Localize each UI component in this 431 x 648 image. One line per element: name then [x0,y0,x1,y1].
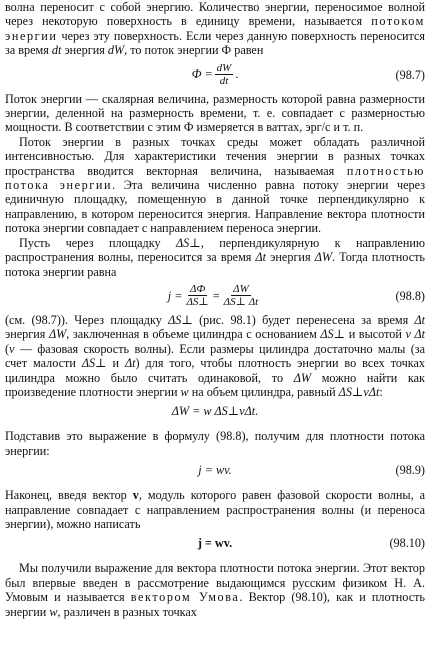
text-run: , перпендикулярную к направлению распространения волны, переносится за время [5,235,425,265]
equation-number: (98.7) [395,67,425,82]
text-run: , модуль которого равен фазовой скорости волны, а направление совпадает с направлением распространения волны (и переноса энергии), можно написать [5,488,426,531]
text-run: Наконец, введя вектор [5,488,133,503]
symbol-area: ΔS⊥ [320,327,346,342]
symbol-energy: ΔW [293,370,312,385]
term-umov-vector: вектором Умова [130,590,240,605]
text-run: и [106,356,125,371]
equation-98-8 [5,282,425,310]
equation-number: (98.8) [395,288,425,303]
equation-lhs: j = [167,288,183,303]
equation-tail: . [235,67,239,82]
symbol-time: Δt [124,356,136,371]
symbol-energy-density: w [180,384,189,399]
symbol-dt: dt [51,43,62,58]
equation-number: (98.10) [389,536,425,551]
text-run: — фазовая скорость волны). Если размеры цилиндра достаточно малы (за счет малости [5,341,425,371]
text-run: энергия [61,43,108,58]
fraction-numerator: ΔФ [189,283,206,296]
equation-text: j = wv. [198,462,232,477]
paragraph-vector-v [5,488,425,531]
symbol-area: ΔS⊥ [176,235,201,250]
text-run: Пусть через площадку [19,235,176,250]
text-run: , заключенная в объеме цилиндра с основанием [66,327,321,342]
text-run: Поток энергии в разных точках среды может обладать различной интенсивностью. Для характеристики течения энергии в разных точках пространства вводится векторная величина, называемая [5,134,425,178]
text-run: волна переносит с собой энергию. Количество энергии, переносимое волной через некоторую поверхность в единицу времени, называется [5,0,425,29]
equation-number: (98.9) [395,462,425,477]
term-energy-flux: потоком энергии [5,14,425,43]
fraction [215,62,234,87]
symbol-time: Δt [255,250,267,265]
text-run: на объем цилиндра, равный [188,384,339,399]
symbol-velocity: v [9,341,15,356]
symbol-vector-v: v [132,488,139,503]
text-run: . Эта величина численно равна потоку энергии через единичную площадку, помещенную в данной точке перпендикулярно к направлению, в котором переносится энергия. Направление вектора плотности потока энергии совпадает с направлением переноса энергии. [5,178,426,236]
text-run: , различен в разных точках [57,604,197,619]
paragraph-flux-density [5,135,425,236]
text-run: энергия [5,327,49,342]
text-run: . Тогда плотность потока энергии равна [5,250,425,279]
fraction [184,283,210,308]
symbol-energy: ΔW [314,250,332,265]
text-run: (см. (98.7)). Через площадку [5,312,169,327]
fraction-denominator: dt [219,75,229,88]
fraction [222,283,261,308]
term-flux-density: плотностью потока энергии [5,163,425,193]
equation-text: j = wv. [197,536,233,551]
fraction-denominator: ΔS⊥ [186,296,209,309]
text-run: , то поток энергии Ф равен [124,43,264,58]
symbol-time: Δt [414,312,425,327]
text-run: можно найти как произведение плотности энергии [5,370,425,399]
equation-text: ΔW = w ΔS⊥vΔt. [171,404,259,419]
equation-98-10 [5,534,425,552]
text-run: энергия [266,250,315,265]
text-run: : [379,384,383,399]
symbol-volume: ΔS⊥vΔt [338,384,380,399]
equation-energy-volume [5,402,425,420]
text-run: ( [5,341,10,356]
paragraph-area-through [5,236,425,279]
fraction-denominator: ΔS⊥ Δt [223,296,259,309]
fraction-numerator: ΔW [233,283,249,296]
text-run: Мы получили выражение для вектора плотности потока энергии. Этот вектор был впервые введен в рассмотрение выдающимся русским физиком Н. А. Умовым и называется [5,561,425,605]
symbol-dW: dW [107,43,125,58]
symbol-area: ΔS⊥ [168,312,193,327]
paragraph-umov-vector [5,561,425,619]
fraction-numerator: dW [216,62,232,75]
symbol-energy-density: w [49,604,58,619]
paragraph-cylinder [5,313,425,399]
paragraph-energy-flux-intro [5,0,425,58]
text-run: ) для того, чтобы плотность энергии во всех точках цилиндра можно было считать одинаковой, то [5,356,426,385]
text-run: и высотой [345,327,406,342]
paragraph-scalar-quantity: Поток энергии — скалярная величина, размерность которой равна размерности энергии, деленной на размерность времени, т. е. совпадает с размерностью мощности. В соответствии с этим Ф измеряется в ваттах, эрг/с и т. п. [5,91,425,135]
paragraph-substitute: Подставив это выражение в формулу (98.8), получим для плотности потока энергии: [5,429,425,458]
equation-lhs: Ф = [191,67,213,82]
equation-98-9 [5,461,425,479]
equation-98-7 [5,61,425,89]
text-run: . Вектор (98.10), как и плотность энергии [5,590,425,619]
symbol-height: v Δt [405,327,426,342]
symbol-energy: ΔW [48,327,67,342]
text-run: (рис. 98.1) будет перенесена за время [192,312,415,327]
text-run: через эту поверхность. Если через данную поверхность переносится за время [5,28,425,58]
equals-sign: = [212,288,220,303]
symbol-area: ΔS⊥ [81,356,107,371]
